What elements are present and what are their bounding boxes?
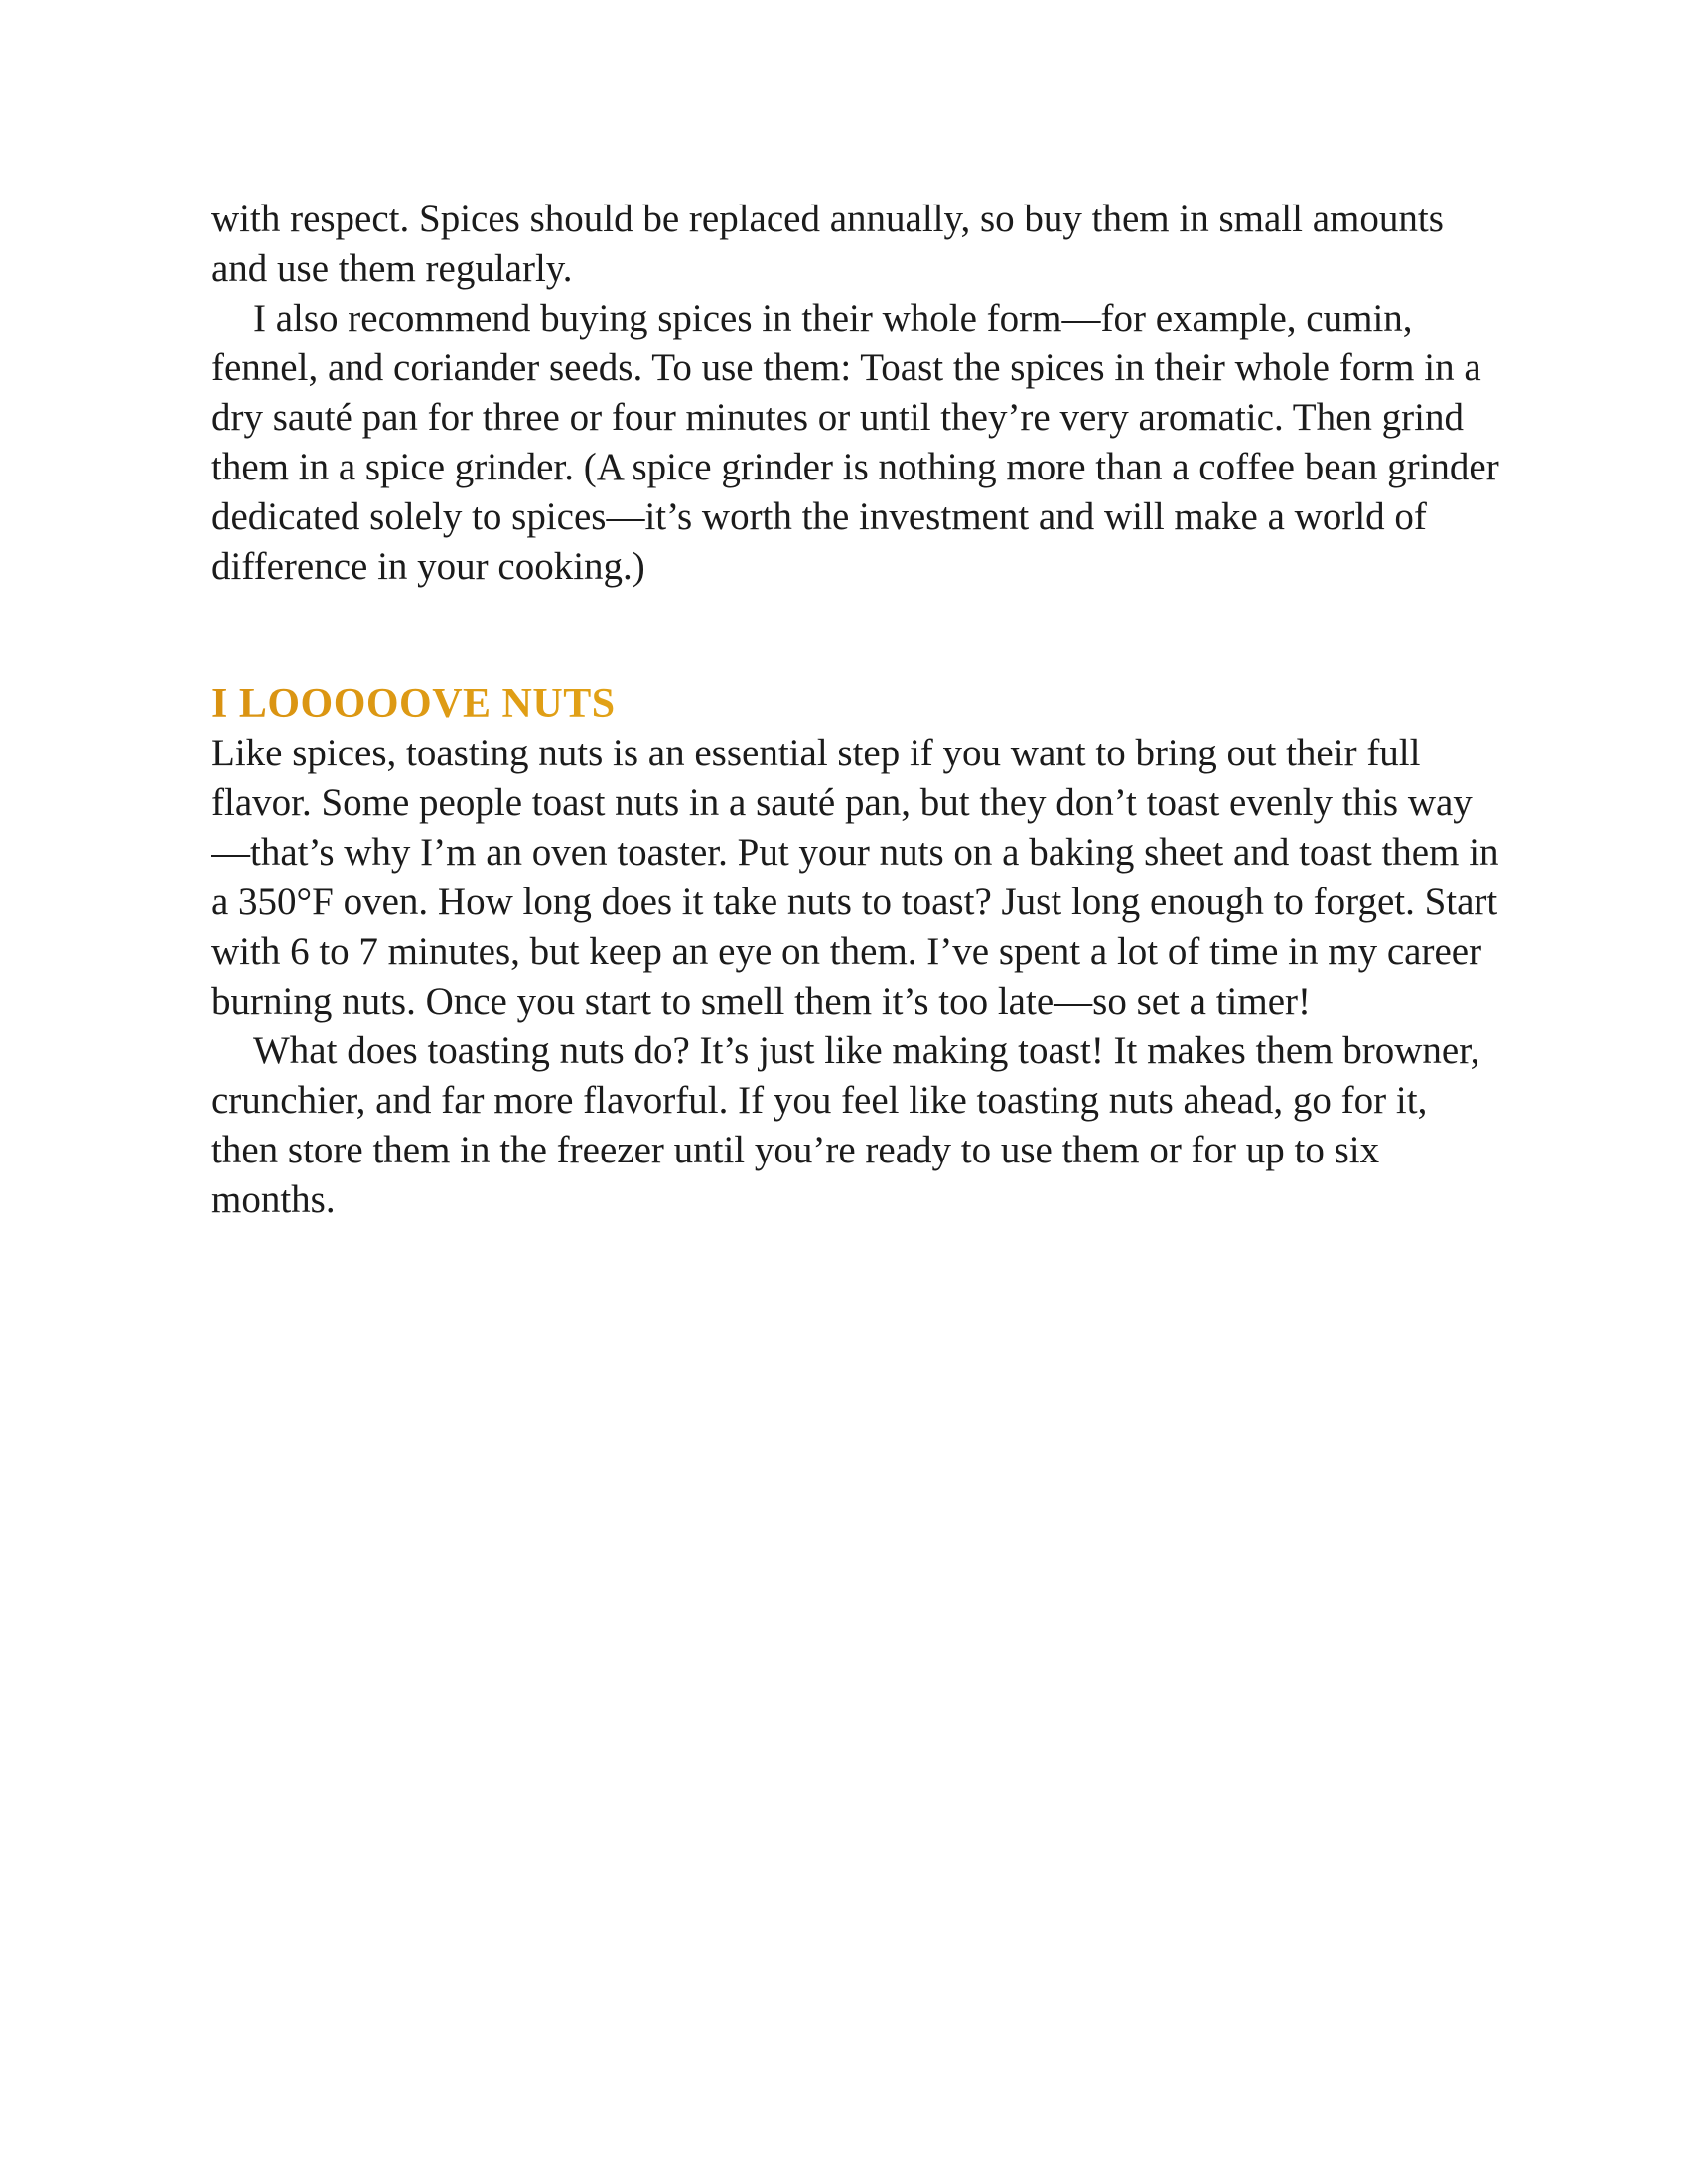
document-page xyxy=(211,195,1502,1225)
toasting-nuts-paragraph: Like spices, toasting nuts is an essential step if you want to bring out their full flavor. Some people toast nuts in a sauté pan, but they don’t toast evenly this way—that’s why I’m an oven toaster. Put your nuts on a baking sheet and toast them in a 350°F oven. How long does it take nuts to toast? Just long enough to forget. Start with 6 to 7 minutes, but keep an eye on them. I’ve spent a lot of time in my career burning nuts. Once you start to smell them it’s too late—so set a timer! xyxy=(211,732,1499,1023)
spices-continuation-paragraph: with respect. Spices should be replaced annually, so buy them in small amounts and use them regularly. xyxy=(211,198,1444,290)
section-heading-nuts: I LOOOOOVE NUTS xyxy=(211,679,1502,729)
toasting-benefits-paragraph: What does toasting nuts do? It’s just like making toast! It makes them browner, crunchier, and far more flavorful. If you feel like toasting nuts ahead, go for it, then store them in the freezer until you’re ready to use them or for up to six months. xyxy=(211,1029,1480,1221)
whole-spices-paragraph: I also recommend buying spices in their whole form—for example, cumin, fennel, and coriander seeds. To use them: Toast the spices in their whole form in a dry sauté pan for three or four minutes or until they’re very aromatic. Then grind them in a spice grinder. (A spice grinder is nothing more than a coffee bean grinder dedicated solely to spices—it’s worth the investment and will make a world of difference in your cooking.) xyxy=(211,297,1499,588)
